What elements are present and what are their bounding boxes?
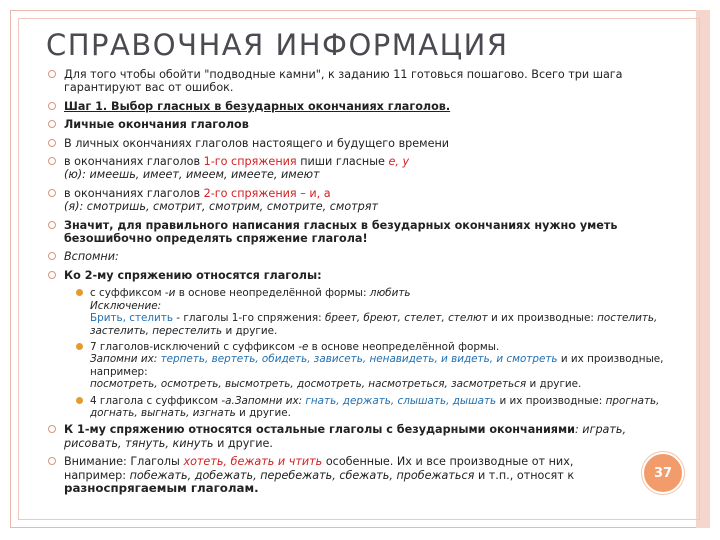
list-item: Личные окончания глаголов bbox=[46, 118, 666, 131]
slide-content bbox=[46, 68, 666, 500]
list-item: Ко 2-му спряжению относятся глаголы: bbox=[46, 269, 666, 282]
list-item: в окончаниях глаголов 1-го спряжения пиши гласные е, у (ю): имеешь, имеет, имеем, имеете, имеют bbox=[46, 155, 666, 182]
list-item: Внимание: Глаголы хотеть, бежать и чтить особенные. Их и все производные от них, например: побежать, добежать, перебежать, сбежать, пробежаться и т.п., относят к разноспрягаемым глаголам. bbox=[46, 455, 666, 495]
list-item: Для того чтобы обойти "подводные камни", к заданию 11 готовься пошагово. Всего три шага гарантируют вас от ошибок. bbox=[46, 68, 666, 95]
page-title: СПРАВОЧНАЯ ИНФОРМАЦИЯ bbox=[46, 28, 509, 62]
list-item: Вспомни: bbox=[46, 250, 666, 263]
list-item: К 1-му спряжению относятся остальные глаголы с безударными окончаниями: играть, рисовать, тянуть, кинуть и другие. bbox=[46, 423, 666, 450]
sub-list-item: 4 глагола с суффиксом -а.Запомни их: гнать, держать, слышать, дышать и их производные: прогнать, догнать, выгнать, изгнать и другие. bbox=[74, 395, 666, 420]
page-number-badge: 37 bbox=[642, 452, 684, 494]
sub-list-item: с суффиксом -и в основе неопределённой формы: любить Исключение: Брить, стелить - глаголы 1-го спряжения: бреет, бреют, стелет, стелют и их производные: постелить, застелить, перестелить и другие. bbox=[74, 287, 666, 337]
sub-list-item: 7 глаголов-исключений с суффиксом -е в основе неопределённой формы. Запомни их: терпеть, вертеть, обидеть, зависеть, ненавидеть, и видеть, и смотреть и их производные, например: посмотреть, осмотреть, высмотреть, досмотреть, насмотреться, засмотреться и другие. bbox=[74, 341, 666, 391]
sub-list bbox=[74, 287, 666, 419]
list-item: в окончаниях глаголов 2-го спряжения – и, а (я): смотришь, смотрит, смотрим, смотрите, смотрят bbox=[46, 187, 666, 214]
list-item: Значит, для правильного написания гласных в безударных окончаниях нужно уметь безошибочно определять спряжение глагола! bbox=[46, 219, 666, 246]
list-item: Шаг 1. Выбор гласных в безударных окончаниях глаголов. bbox=[46, 100, 666, 113]
list-item: В личных окончаниях глаголов настоящего и будущего времени bbox=[46, 137, 666, 150]
